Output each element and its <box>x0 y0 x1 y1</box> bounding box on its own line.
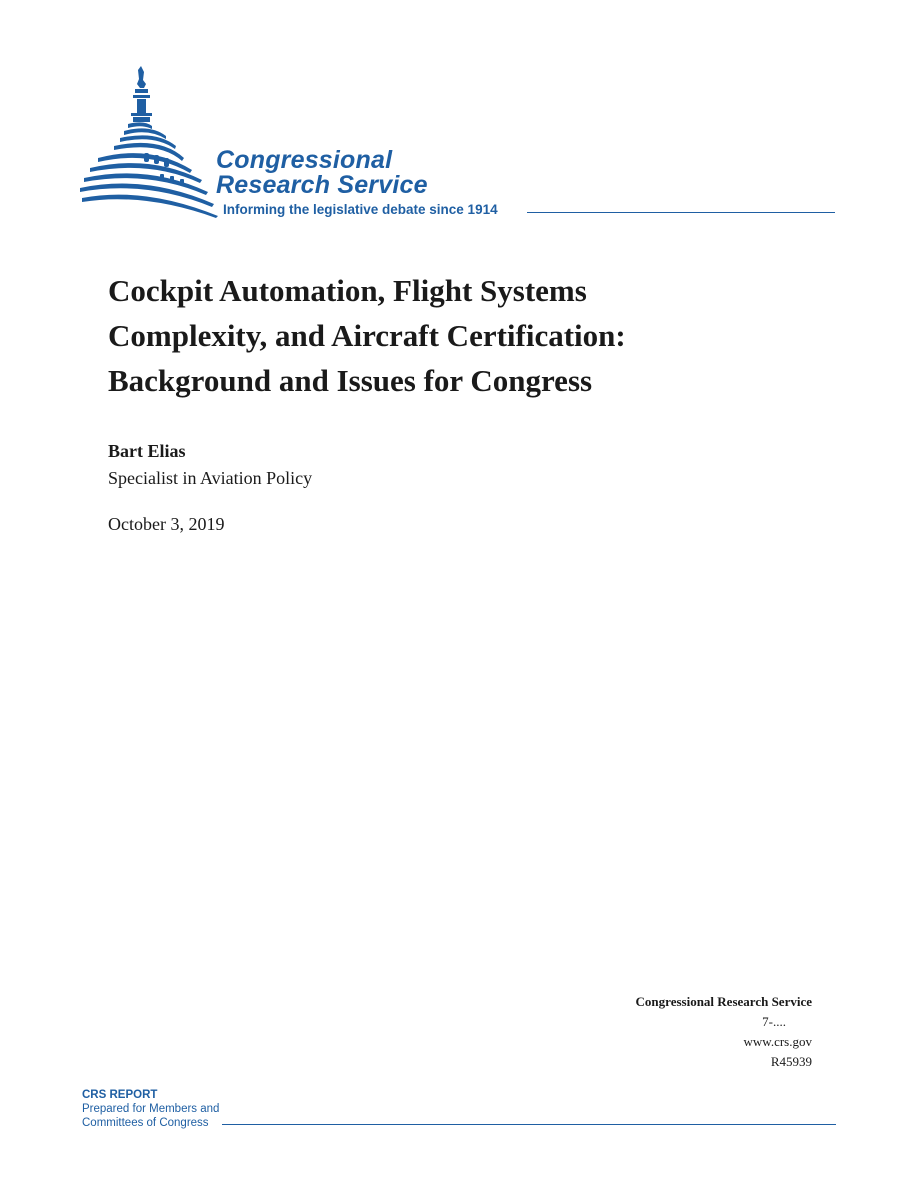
logo-org-line1: Congressional <box>216 146 393 174</box>
crs-logo <box>80 66 840 226</box>
logo-org-line2: Research Service <box>216 171 428 199</box>
author-title: Specialist in Aviation Policy <box>108 468 313 488</box>
footer-divider <box>222 1124 836 1125</box>
publisher-block <box>636 992 812 1072</box>
title-line-1: Cockpit Automation, Flight Systems <box>108 273 587 308</box>
publisher-code: 7-.... <box>762 1014 786 1029</box>
title-line-2: Complexity, and Aircraft Certification: <box>108 318 626 353</box>
title-line-3: Background and Issues for Congress <box>108 363 593 398</box>
publisher-org: Congressional Research Service <box>635 994 812 1009</box>
report-number: R45939 <box>770 1054 812 1069</box>
footer-prepared-for: Prepared for Members and <box>82 1103 220 1115</box>
report-date: October 3, 2019 <box>108 514 225 534</box>
author-name: Bart Elias <box>108 441 186 461</box>
logo-tagline: Informing the legislative debate since 1914 <box>223 202 498 217</box>
publisher-website[interactable]: www.crs.gov <box>743 1034 812 1049</box>
capitol-dome-icon <box>80 66 220 218</box>
logo-divider <box>527 212 835 213</box>
footer-crs-report: CRS REPORT <box>82 1089 158 1101</box>
report-title <box>108 268 808 403</box>
footer-committees: Committees of Congress <box>82 1117 209 1129</box>
